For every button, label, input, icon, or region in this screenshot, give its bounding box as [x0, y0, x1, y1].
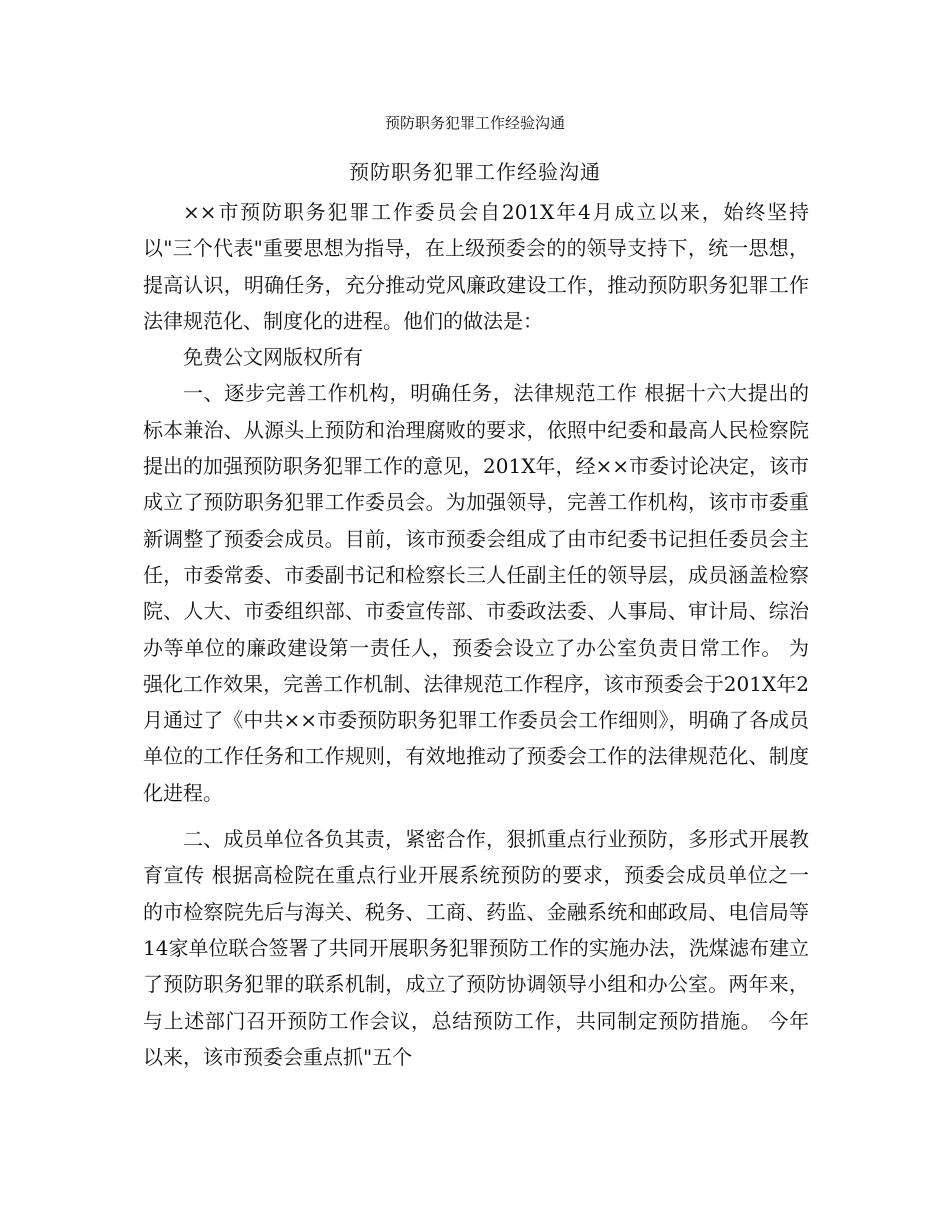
- paragraph-section-one: 一、逐步完善工作机构，明确任务，法律规范工作 根据十六大提出的标本兼治、从源头上预防和治理腐败的要求，依照中纪委和最高人民检察院提出的加强预防职务犯罪工作的意见，201X年，经××市委讨论决定，该市成立了预防职务犯罪工作委员会。为加强领导，完善工作机构，该市市委重新调整了预委会成员。目前，该市预委会组成了由市纪委书记担任委员会主任，市委常委、市委副书记和检察长三人任副主任的领导层，成员涵盖检察院、人大、市委组织部、市委宣传部、市委政法委、人事局、审计局、综治办等单位的廉政建设第一责任人，预委会设立了办公室负责日常工作。 为强化工作效果，完善工作机制、法律规范工作程序，该市预委会于201X年2月通过了《中共××市委预防职务犯罪工作委员会工作细则》，明确了各成员单位的工作任务和工作规则，有效地推动了预委会工作的法律规范化、制度化进程。: [143, 381, 809, 805]
- paragraph-section-two: 二、成员单位各负其责，紧密合作，狠抓重点行业预防，多形式开展教育宣传 根据高检院在重点行业开展系统预防的要求，预委会成员单位之一的市检察院先后与海关、税务、工商、药监、金融系统和邮政局、电信局等14家单位联合签署了共同开展职务犯罪预防工作的实施办法，洗煤滤布建立了预防职务犯罪的联系机制，成立了预防协调领导小组和办公室。两年来，与上述部门召开预防工作会议，总结预防工作，共同制定预防措施。 今年以来，该市预委会重点抓"五个: [143, 827, 809, 1069]
- page-header-title: 预防职务犯罪工作经验沟通: [384, 114, 565, 132]
- paragraph-intro: ××市预防职务犯罪工作委员会自201X年4月成立以来，始终坚持以"三个代表"重要思想为指导，在上级预委会的的领导支持下，统一思想，提高认识，明确任务，充分推动党风廉政建设工作，推动预防职务犯罪工作法律规范化、制度化的进程。他们的做法是：: [143, 200, 809, 333]
- paragraph-copyright: 免费公文网版权所有: [183, 345, 363, 370]
- document-body: [143, 194, 809, 1075]
- document-title: 预防职务犯罪工作经验沟通: [349, 160, 601, 184]
